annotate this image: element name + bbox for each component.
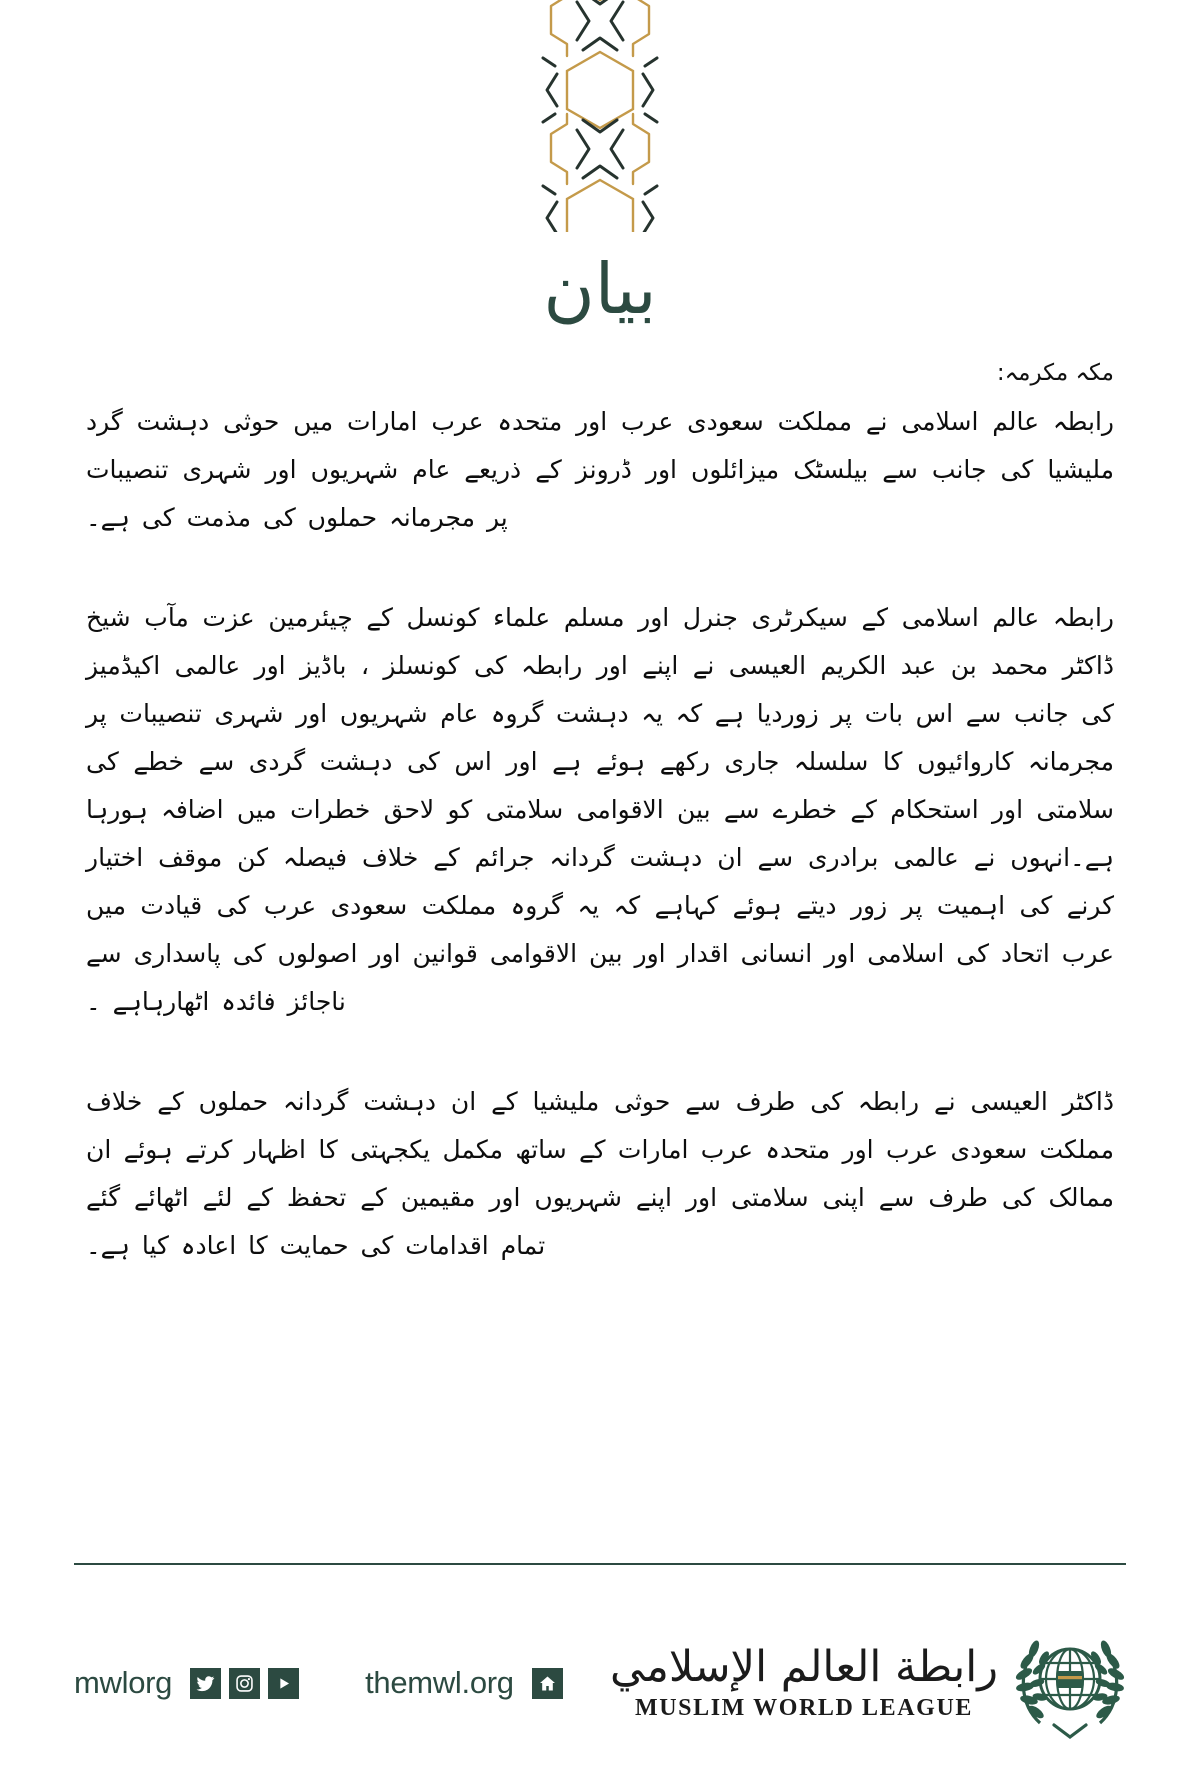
paragraph-3: ڈاکٹر العیسی نے رابطہ کی طرف سے حوثی ملیشیا کے ان دہشت گردانہ حملوں کے خلاف مملکت سعودی عرب اور متحدہ عرب امارات کے ساتھ مکمل یکجہتی کا اظہار کرتے ہوئے ان ممالک کی طرف سے اپنی سلامتی اور اپنے شہریوں اور مقیمین کے تحفظ کے لئے اٹھائے گئے تمام اقدامات کی حمایت کا اعادہ کیا ہے۔: [86, 1087, 1114, 1260]
dateline: مکہ مکرمہ:: [996, 360, 1114, 386]
header-ornament: [0, 0, 1200, 232]
youtube-icon[interactable]: [268, 1668, 299, 1699]
islamic-hexagon-lattice-icon: [525, 0, 675, 232]
mwl-logo: [610, 1627, 1126, 1739]
social-links: [74, 1665, 563, 1701]
website-url[interactable]: themwl.org: [365, 1665, 514, 1700]
footer-divider: [74, 1563, 1126, 1565]
document-body: [0, 338, 1200, 1270]
social-handle: mwlorg: [74, 1665, 173, 1700]
paragraph-2: رابطہ عالم اسلامی کے سیکرٹری جنرل اور مسلم علماء کونسل کے چیئرمین عزت مآب شیخ ڈاکٹر محمد بن عبد الکریم العیسی نے اپنے اور رابطہ کی کونسلز ، باڈیز اور عالمی اکیڈمیز کی جانب سے اس بات پر زوردیا ہے کہ یہ دہشت گروہ عام شہریوں اور شہری تنصیبات پر مجرمانہ کاروائیوں کا سلسلہ جاری رکھے ہوئے ہے اور اس کی دہشت گردی سے خطے کی سلامتی اور استحکام کے خطرے سے بین الاقوامی سلامتی کو لاحق خطرات میں اضافہ ہورہا ہے۔انہوں نے عالمی برادری سے ان دہشت گردانہ جرائم کے خلاف فیصلہ کن موقف اختیار کرنے کی اہمیت پر زور دیتے ہوئے کہاہے کہ یہ گروہ مملکت سعودی عرب کی قیادت میں عرب اتحاد کی اسلامی اور انسانی اقدار اور بین الاقوامی قوانین اور اصولوں کی پاسداری سے ناجائز فائدہ اٹھارہاہے ۔: [86, 603, 1114, 1016]
page-title: بيان: [543, 248, 657, 330]
instagram-icon[interactable]: [229, 1668, 260, 1699]
page-footer: [0, 1563, 1200, 1791]
logo-english-name: MUSLIM WORLD LEAGUE: [635, 1695, 973, 1722]
globe-laurel-emblem-icon: [1014, 1627, 1126, 1739]
paragraph-1: رابطہ عالم اسلامی نے مملکت سعودی عرب اور متحدہ عرب امارات میں حوثی دہشت گرد ملیشیا کی جانب سے بیلسٹک میزائلوں اور ڈرونز کے ذریعے عام شہریوں اور شہری تنصیبات پر مجرمانہ حملوں کی مذمت کی ہے۔: [86, 407, 1114, 532]
home-icon[interactable]: [532, 1668, 563, 1699]
page-title-wrap: [0, 246, 1200, 338]
twitter-icon[interactable]: [190, 1668, 221, 1699]
logo-arabic-name: رابطة العالم الإسلامي: [610, 1641, 998, 1692]
